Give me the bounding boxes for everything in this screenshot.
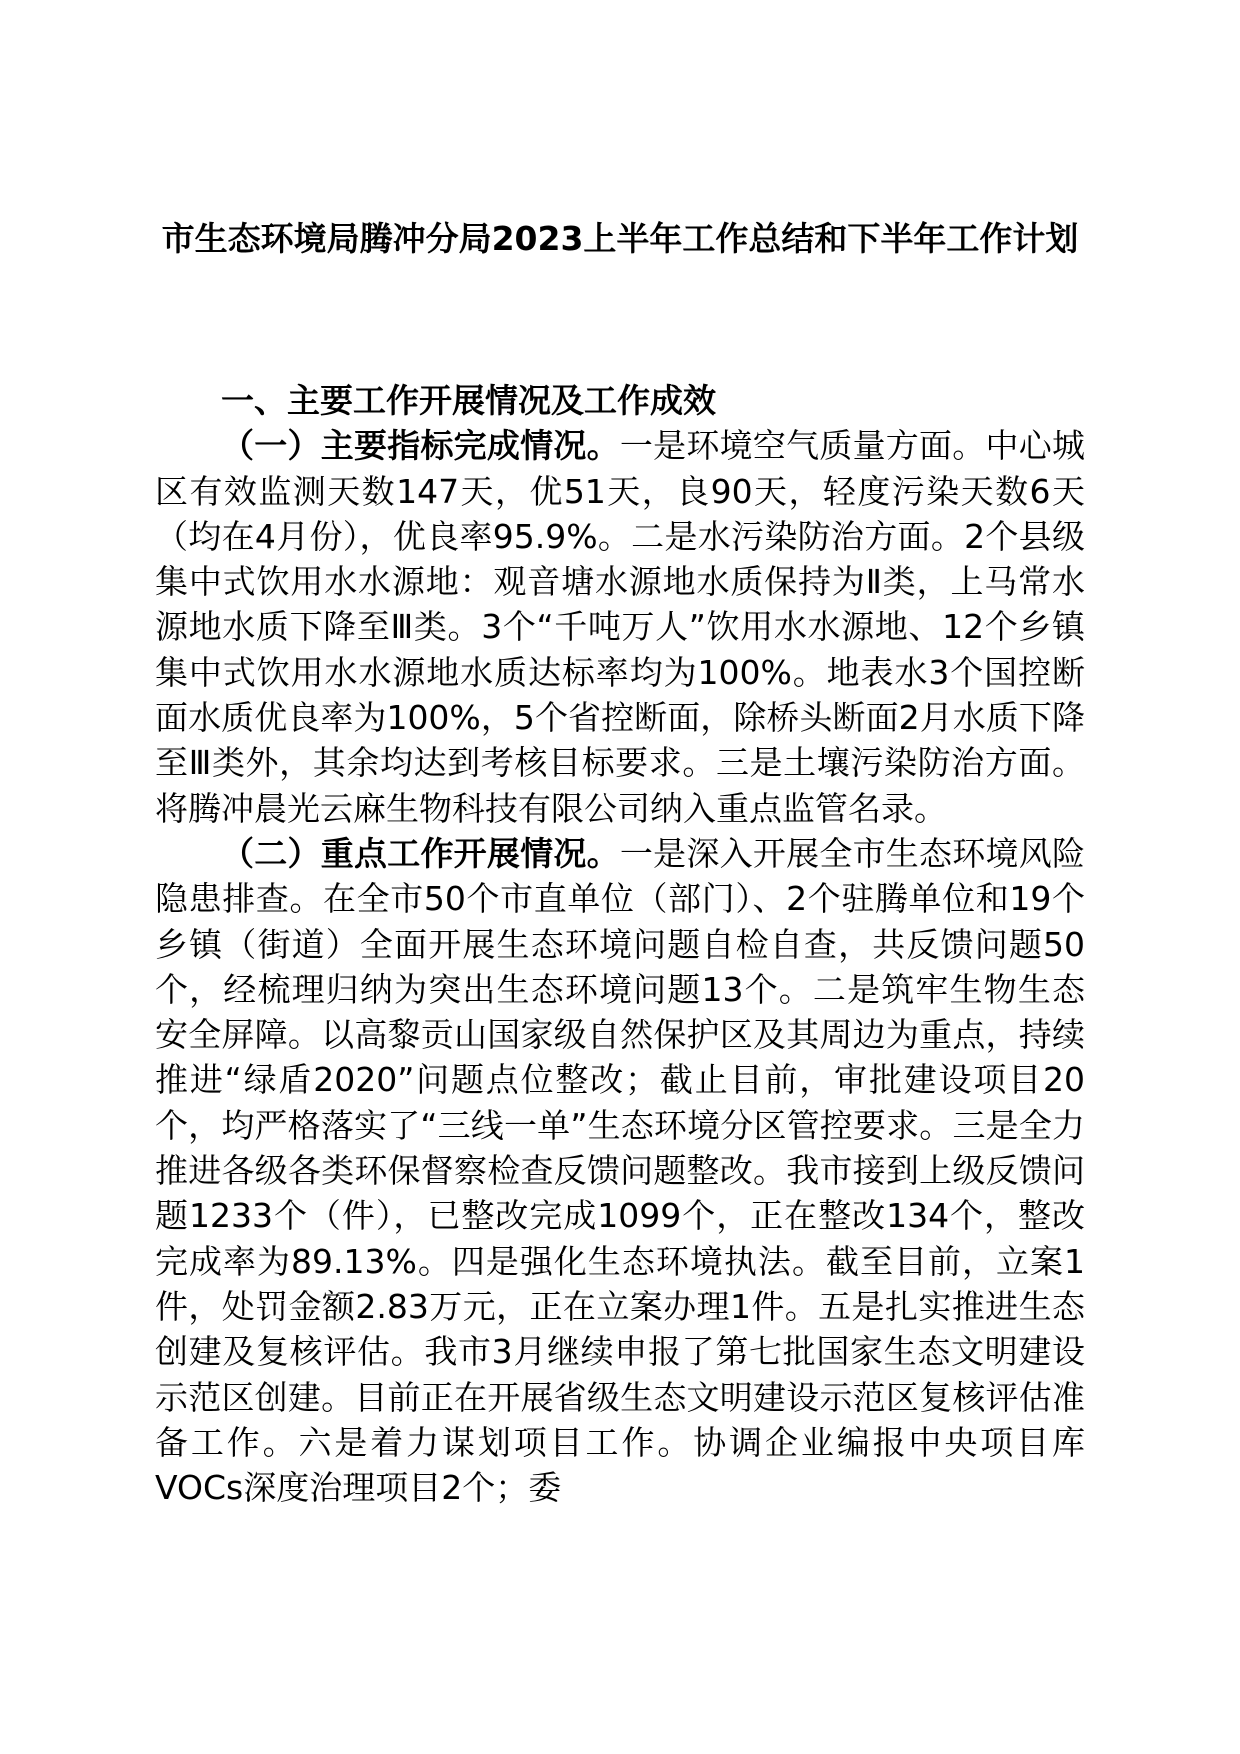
section-heading: 一、主要工作开展情况及工作成效 — [221, 381, 716, 420]
paragraph-main-indicators — [155, 423, 1085, 831]
paragraph-text: 一是环境空气质量方面。中心城区有效监测天数147天，优51天，良90天，轻度污染天数6天（均在4月份），优良率95.9%。二是水污染防治方面。2个县级集中式饮用水水源地：观音塘水源地水质保持为Ⅱ类，上马常水源地水质下降至Ⅲ类。3个“千吨万人”饮用水水源地、12个乡镇集中式饮用水水源地水质达标率均为100%。地表水3个国控断面水质优良率为100%，5个省控断面，除桥头断面2月水质下降至Ⅲ类外，其余均达到考核目标要求。三是土壤污染防治方面。将腾冲晨光云麻生物科技有限公司纳入重点监管名录。 — [155, 426, 1086, 828]
document-title: 市生态环境局腾冲分局2023上半年工作总结和下半年工作计划 — [161, 219, 1079, 258]
paragraph-lead: （一）主要指标完成情况。 — [221, 426, 620, 466]
document-body — [155, 378, 1085, 1510]
paragraph-lead: （二）重点工作开展情况。 — [221, 833, 620, 873]
paragraph-key-work — [155, 831, 1085, 1510]
paragraph-text: 一是深入开展全市生态环境风险隐患排查。在全市50个市直单位（部门）、2个驻腾单位和19个乡镇（街道）全面开展生态环境问题自检自查，共反馈问题50个，经梳理归纳为突出生态环境问题13个。二是筑牢生物生态安全屏障。以高黎贡山国家级自然保护区及其周边为重点，持续推进“绿盾2020”问题点位整改；截止目前，审批建设项目20个，均严格落实了“三线一单”生态环境分区管控要求。三是全力推进各级各类环保督察检查反馈问题整改。我市接到上级反馈问题1233个（件），已整改完成1099个，正在整改134个，整改完成率为89.13%。四是强化生态环境执法。截至目前，立案1件，处罚金额2.83万元，正在立案办理1件。五是扎实推进生态创建及复核评估。我市3月继续申报了第七批国家生态文明建设示范区创建。目前正在开展省级生态文明建设示范区复核评估准备工作。六是着力谋划项目工作。协调企业编报中央项目库VOCs深度治理项目2个；委 — [155, 833, 1086, 1508]
